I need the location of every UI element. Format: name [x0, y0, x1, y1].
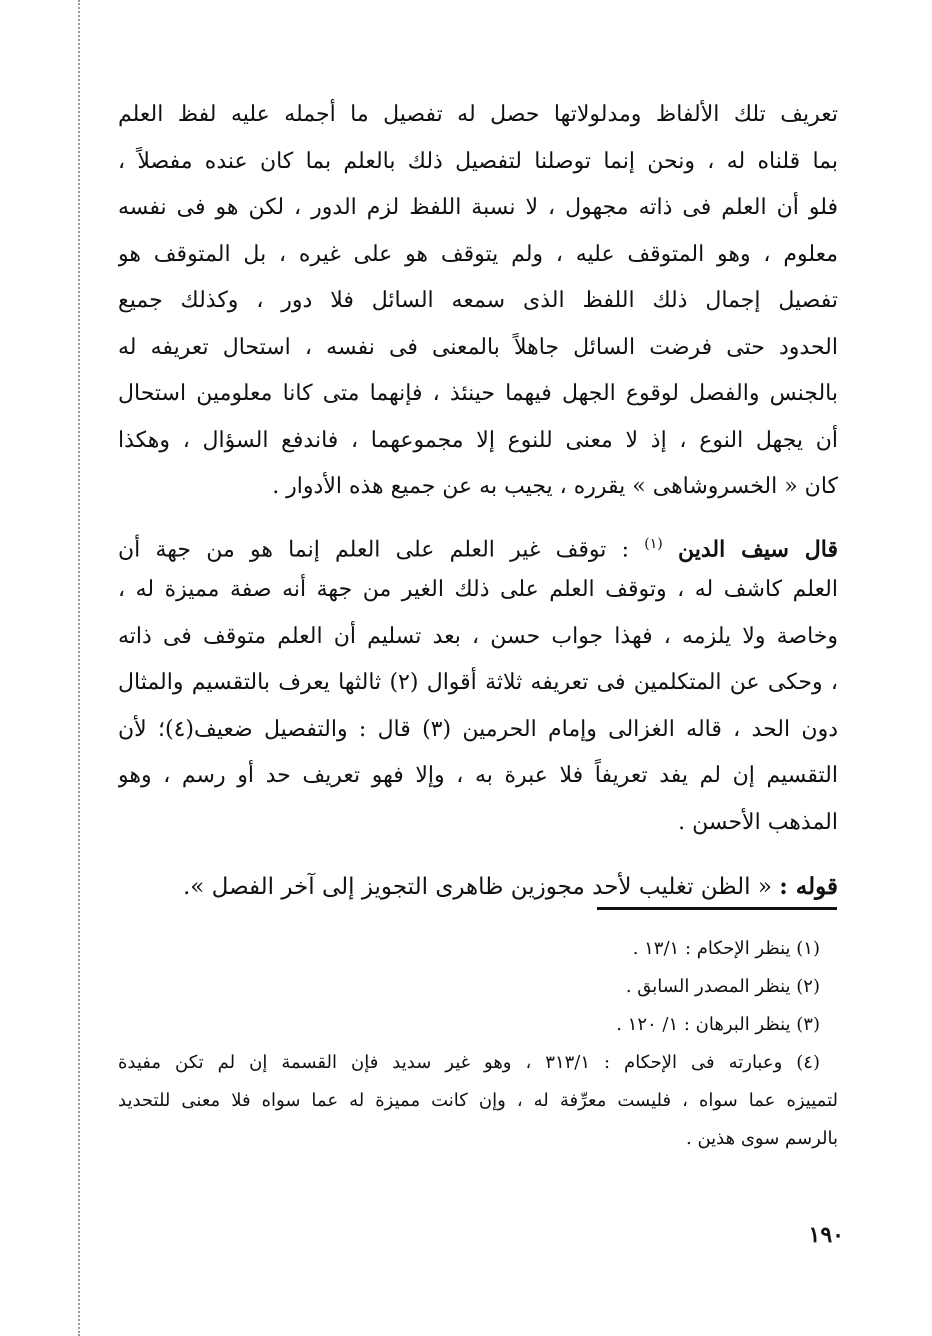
footnote-continuation: بالرسم سوى هذين . — [686, 1128, 838, 1149]
footnote-separator — [597, 907, 837, 910]
text-line: العلم كاشف له ، وتوقف العلم على ذلك الغير من جهة أنه صفة مميزة له ، — [118, 577, 838, 602]
paragraph-1 — [118, 92, 838, 511]
speaker-name: قال سيف الدين — [677, 535, 838, 562]
footnote: (١) ينظر الإحكام : ١٣/١ . — [632, 938, 820, 959]
text-line: فلو أن العلم فى ذاته مجهول ، لا نسبة اللفظ لزم الدور ، لكن هو فى نفسه — [118, 195, 838, 220]
footnote: (٢) ينظر المصدر السابق . — [625, 976, 820, 997]
quote-label: قوله : — [779, 873, 838, 900]
text-line: دون الحد ، قاله الغزالى وإمام الحرمين (٣) قال : والتفصيل ضعيف(٤)؛ لأن — [118, 716, 838, 742]
text-line: تفصيل إجمال ذلك اللفظ الذى سمعه السائل فلا دور ، وكذلك جميع — [118, 288, 838, 313]
text-line: أن يجهل النوع ، إذ لا معنى للنوع إلا مجموعهما ، فاندفع السؤال ، وهكذا — [118, 427, 838, 453]
quote-text: « الظن تغليب لأحد مجوزين ظاهرى التجويز إلى آخر الفصل ». — [182, 874, 780, 900]
text-line: المذهب الأحسن . — [678, 809, 838, 835]
text-line: الحدود حتى فرضت السائل جاهلاً بالمعنى فى نفسه ، استحال تعريفه له — [118, 334, 838, 360]
footnote-continuation: لتمييزه عما سواه ، فليست معرِّفة له ، وإن كانت مميزة له عما سواه فلا معنى للتحديد — [118, 1090, 838, 1111]
text-line: بالجنس والفصل لوقوع الجهل فيهما حينئذ ، فإنهما متى كانا معلومين استحال — [118, 381, 838, 406]
text-line — [118, 521, 838, 568]
quoted-statement — [118, 864, 838, 910]
binding-margin-dots — [78, 0, 80, 1336]
text-line: وخاصة ولا يلزمه ، فهذا جواب حسن ، بعد تسليم أن العلم متوقف فى ذاته — [118, 623, 838, 649]
text-line: التقسيم إن لم يفد تعريفاً فلا عبرة به ، وإلا فهو تعريف حد أو رسم ، وهو — [118, 763, 838, 788]
text-line: تعريف تلك الألفاظ ومدلولاتها حصل له تفصيل ما أجمله عليه لفظ العلم — [118, 102, 838, 127]
page-number: ١٩٠ — [808, 1222, 844, 1248]
text-line: كان « الخسروشاهى » يقرره ، يجيب به عن جميع هذه الأدوار . — [272, 474, 838, 499]
footnotes-block — [118, 930, 838, 1158]
text-line: معلوم ، وهو المتوقف عليه ، ولم يتوقف هو على غيره ، بل المتوقف هو — [118, 241, 838, 267]
text-run: : توقف غير العلم على العلم إنما هو من جهة أن — [118, 536, 645, 562]
paragraph-gap — [118, 511, 838, 521]
main-text-block — [118, 92, 838, 910]
footnote: (٤) وعبارته فى الإحكام : ٣١٣/١ ، وهو غير سديد فإن القسمة إن لم تكن مفيدة — [118, 1052, 820, 1073]
footnote: (٣) ينظر البرهان : ١/ ١٢٠ . — [616, 1014, 820, 1035]
footnote-ref: (١) — [644, 535, 663, 552]
text-line: بما قلناه له ، ونحن إنما توصلنا لتفصيل ذلك بالعلم بما كان عنده مفصلاً ، — [118, 148, 838, 174]
text-line: ، وحكى عن المتكلمين فى تعريفه ثلاثة أقوال (٢) ثالثها يعرف بالتقسيم والمثال — [118, 670, 838, 695]
paragraph-2 — [118, 521, 838, 847]
